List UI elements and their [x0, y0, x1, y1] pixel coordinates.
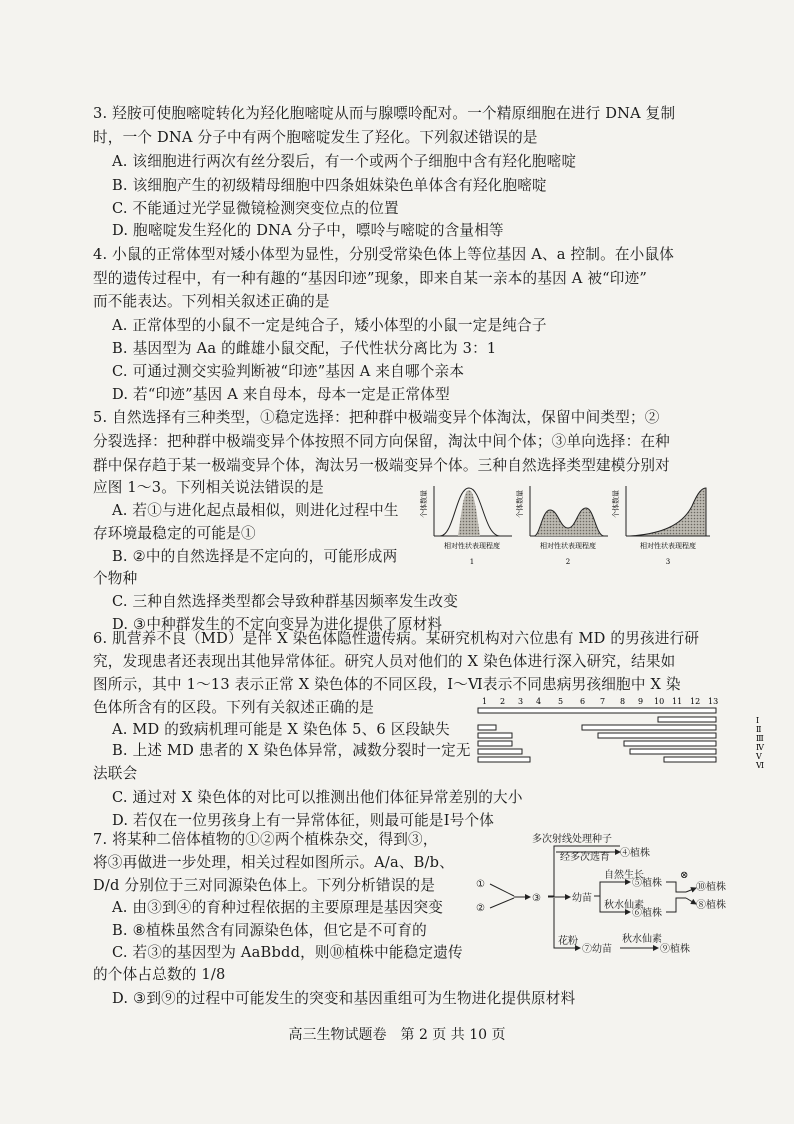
q7-breeding-diagram — [470, 832, 726, 962]
graph-2-ylabel: 个体数量 — [516, 490, 524, 518]
q6-option-c: C. 通过对 X 染色体的对比可以推测出他们体征异常差别的大小 — [112, 789, 523, 806]
q5-stem-line-4: 应图 1～3。下列相关说法错误的是 — [93, 479, 324, 496]
q5-stem-line-2: 分裂选择：把种群中极端变异个体按照不同方向保留，淘汰中间个体；③单向选择：在种 — [93, 433, 670, 450]
segment-label: 4 — [536, 697, 542, 706]
graph-1-stable-selection — [419, 486, 512, 566]
patient-6-bar-right — [664, 757, 716, 762]
q5-option-c: C. 三种自然选择类型都会导致种群基因频率发生改变 — [112, 593, 458, 610]
patient-1-bar — [658, 717, 716, 722]
patient-4-bar-right — [624, 741, 716, 746]
q3-option-d: D. 胞嘧啶发生羟化的 DNA 分子中，嘌呤与嘧啶的含量相等 — [112, 222, 504, 239]
q5-stem-line-3: 群中保存趋于某一极端变异个体，淘汰另一极端变异个体。三种自然选择类型建模分别对 — [93, 457, 670, 474]
patient-3-bar-left — [478, 733, 512, 738]
node-3: ③ — [532, 893, 541, 904]
q5-selection-graphs — [420, 478, 720, 570]
patient-3-bar-right — [598, 733, 716, 738]
q7-option-c-line-1: C. 若③的基因型为 AaBbdd，则⑩植株中能稳定遗传 — [112, 944, 463, 961]
q6-option-b-line-1: B. 上述 MD 患者的 X 染色体异常，减数分裂时一定无 — [112, 742, 471, 759]
q7-stem-line-2: 将③再做进一步处理，相关过程如图所示。A/a、B/b、 — [93, 854, 455, 871]
label-natural-growth: 自然生长 — [604, 870, 644, 881]
segment-label: 13 — [708, 697, 719, 706]
q5-option-b-line-2: 个物种 — [93, 570, 138, 587]
q4-stem-line-3: 而不能表达。下列相关叙述正确的是 — [93, 293, 330, 310]
q6-stem-line-2: 究，发现患者还表现出其他异常体征。研究人员对他们的 X 染色体进行深入研究，结果如 — [93, 653, 676, 670]
segment-label: 12 — [690, 697, 701, 706]
node-1: ① — [476, 879, 485, 890]
q5-stem-line-1: 5. 自然选择有三种类型，①稳定选择：把种群中极端变异个体淘汰，保留中间类型；② — [93, 409, 660, 426]
label-radiation: 多次射线处理种子 — [532, 834, 612, 845]
segment-label: 3 — [518, 697, 524, 706]
segment-number-row — [482, 697, 718, 706]
segment-label: 6 — [580, 697, 586, 706]
q6-option-b-line-2: 法联会 — [93, 765, 138, 782]
graph-2-xlabel: 相对性状表现程度 — [540, 542, 596, 550]
q6-option-d: D. 若仅在一位男孩身上有一异常体征，则最可能是Ⅰ号个体 — [112, 812, 495, 829]
normal-x-chromosome — [478, 708, 716, 713]
q6-stem-line-4: 色体所含有的区段。下列有关叙述正确的是 — [93, 699, 375, 716]
q3-stem-line-2: 时，一个 DNA 分子中有两个胞嘧啶发生了羟化。下列叙述错误的是 — [93, 129, 538, 146]
graph-3-ylabel: 个体数量 — [612, 490, 620, 518]
patient-2-bar-right — [582, 725, 716, 730]
graph-1-number: 1 — [469, 558, 475, 566]
segment-label: 8 — [620, 697, 626, 706]
graph-3-xlabel: 相对性状表现程度 — [640, 542, 696, 550]
q4-stem-line-1: 4. 小鼠的正常体型对矮小体型为显性，分别受常染色体上等位基因 A、a 控制。在小鼠体 — [93, 246, 675, 263]
patient-label: Ⅳ — [756, 743, 764, 752]
segment-label: 11 — [672, 697, 683, 706]
q4-option-d: D. 若“印迹”基因 A 来自母本，母本一定是正常体型 — [112, 386, 450, 403]
node-4-plant: ④植株 — [620, 848, 650, 859]
q3-option-a: A. 该细胞进行两次有丝分裂后，有一个或两个子细胞中含有羟化胞嘧啶 — [112, 153, 577, 170]
patient-label: Ⅱ — [756, 725, 762, 734]
q7-stem-line-1: 7. 将某种二倍体植物的①②两个植株杂交，得到③， — [93, 831, 438, 848]
segment-label: 9 — [638, 697, 644, 706]
segment-label: 7 — [600, 697, 606, 706]
q4-option-c: C. 可通过测交实验判断被“印迹”基因 A 来自哪个亲本 — [112, 363, 465, 380]
page-footer: 高三生物试题卷 第 2 页 共 10 页 — [288, 1027, 506, 1043]
patient-2-bar-left — [478, 725, 496, 730]
node-10-plant: ⑩植株 — [696, 882, 726, 893]
q7-option-a: A. 由③到④的育种过程依据的主要原理是基因突变 — [112, 899, 444, 916]
node-6-plant: ⑥植株 — [632, 908, 662, 919]
q6-stem-line-1: 6. 肌营养不良（MD）是伴 X 染色体隐性遗传病。某研究机构对六位患有 MD 的男孩进行研 — [93, 630, 700, 647]
patient-label: Ⅴ — [756, 752, 762, 761]
q3-option-c: C. 不能通过光学显微镜检测突变位点的位置 — [112, 200, 399, 217]
q3-stem-line-1: 3. 羟胺可使胞嘧啶转化为羟化胞嘧啶从而与腺嘌呤配对。一个精原细胞在进行 DNA 复制 — [93, 105, 676, 122]
q6-chromosome-diagram — [474, 694, 774, 784]
graph-2-number: 2 — [565, 558, 571, 566]
patient-label: Ⅵ — [756, 761, 765, 770]
q7-option-b: B. ⑧植株虽然含有同源染色体，但它是不可育的 — [112, 922, 427, 939]
label-colchicine-2: 秋水仙素 — [622, 934, 662, 945]
patient-6-bar-left — [478, 757, 530, 762]
graph-3-number: 3 — [665, 558, 671, 566]
segment-label: 1 — [482, 697, 488, 706]
q6-stem-line-3: 图所示，其中 1～13 表示正常 X 染色体的不同区段，Ⅰ～Ⅵ表示不同患病男孩细胞中 X 染 — [93, 676, 681, 693]
graph-2-disruptive-selection — [515, 486, 608, 566]
graph-1-xlabel: 相对性状表现程度 — [444, 542, 500, 550]
q4-stem-line-2: 型的遗传过程中，有一种有趣的“基因印迹”现象，即来自某一亲本的基因 A 被“印迹” — [93, 270, 648, 287]
q5-option-a-line-1: A. 若①与进化起点最相似，则进化过程中生 — [112, 502, 399, 519]
patient-5-bar-right — [630, 749, 716, 754]
segment-label: 10 — [654, 697, 665, 706]
q4-option-a: A. 正常体型的小鼠不一定是纯合子，矮小体型的小鼠一定是纯合子 — [112, 317, 547, 334]
q4-option-b: B. 基因型为 Aa 的雌雄小鼠交配，子代性状分离比为 3：1 — [112, 340, 497, 357]
q5-option-b-line-1: B. ②中的自然选择是不定向的，可能形成两 — [112, 548, 398, 565]
label-pollen: 花粉 — [558, 936, 578, 947]
q5-option-d: D. ③中种群发生的不定向变异为进化提供了原材料 — [112, 616, 443, 633]
q7-option-d: D. ③到⑨的过程中可能发生的突变和基因重组可为生物进化提供原材料 — [112, 990, 576, 1007]
label-selection: 经多次选育 — [560, 852, 610, 863]
label-selfing: ⊗ — [680, 870, 689, 881]
patient-5-bar-left — [478, 749, 522, 754]
q7-stem-line-3: D/d 分别位于三对同源染色体上。下列分析错误的是 — [93, 877, 436, 894]
label-colchicine-1: 秋水仙素 — [604, 900, 644, 911]
q5-option-a-line-2: 存环境最稳定的可能是① — [93, 525, 256, 542]
label-seedling: 幼苗 — [572, 893, 592, 904]
patient-label: Ⅲ — [756, 734, 764, 743]
patient-label: Ⅰ — [756, 716, 760, 725]
segment-label: 2 — [500, 697, 506, 706]
q3-option-b: B. 该细胞产生的初级精母细胞中四条姐妹染色单体含有羟化胞嘧啶 — [112, 177, 547, 194]
q6-option-a: A. MD 的致病机理可能是 X 染色体 5、6 区段缺失 — [112, 721, 450, 738]
node-8-plant: ⑧植株 — [696, 900, 726, 911]
graph-1-ylabel: 个体数量 — [420, 490, 428, 518]
graph-3-directional-selection — [611, 486, 710, 566]
node-9-plant: ⑨植株 — [660, 944, 690, 955]
segment-label: 5 — [558, 697, 564, 706]
node-5-plant: ⑤植株 — [632, 878, 662, 889]
node-7-seedling: ⑦幼苗 — [582, 944, 612, 955]
node-2: ② — [476, 903, 485, 914]
q7-option-c-line-2: 的个体占总数的 1/8 — [93, 966, 226, 983]
patient-4-bar-left — [478, 741, 512, 746]
